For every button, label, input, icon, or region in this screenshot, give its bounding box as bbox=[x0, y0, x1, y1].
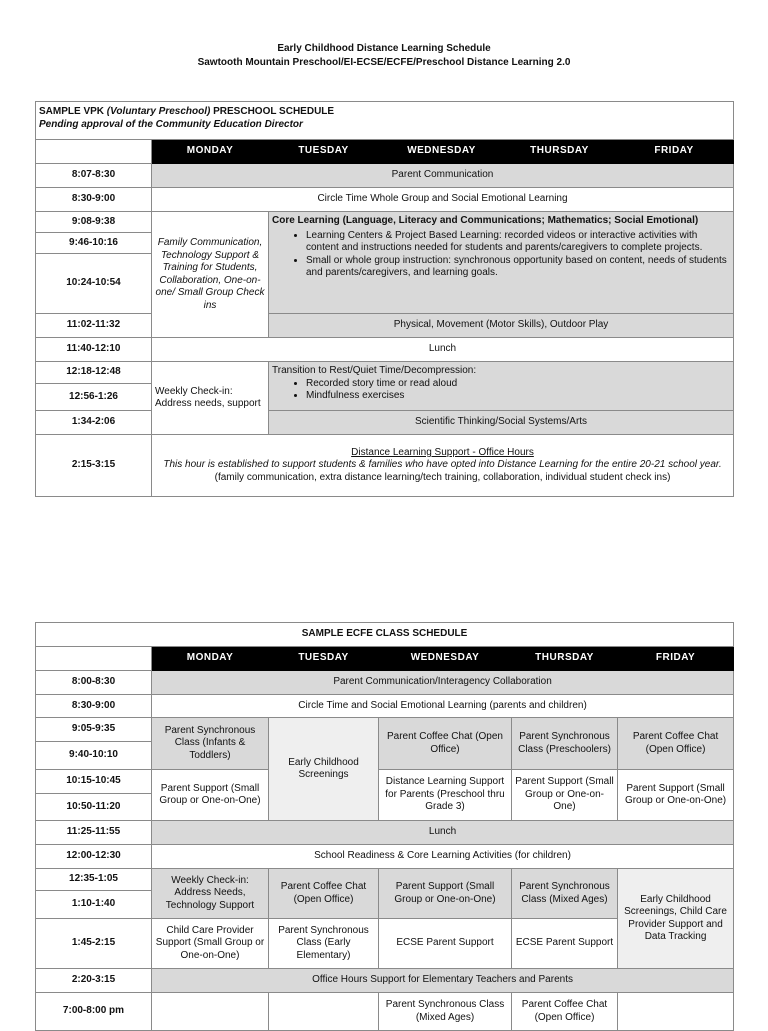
vpk-core-learning bbox=[269, 212, 734, 314]
ecfe-eve-monday bbox=[152, 993, 269, 1031]
ecfe-tue-screenings: Early Childhood Screenings bbox=[269, 718, 379, 821]
ecfe-time-slot: 10:15-10:45 bbox=[36, 770, 152, 794]
ecfe-time-slot: 9:40-10:10 bbox=[36, 742, 152, 770]
vpk-heading bbox=[36, 102, 734, 140]
vpk-office-hours-description: This hour is established to support students & families who have opted into Distance Learning for the entire 20-21 school year. bbox=[163, 459, 722, 471]
ecfe-schedule-table bbox=[35, 622, 734, 1031]
ecfe-thu-ecse-support: ECSE Parent Support bbox=[512, 919, 618, 969]
ecfe-eve-wed-sync: Parent Synchronous Class (Mixed Ages) bbox=[379, 993, 512, 1031]
ecfe-time-slot: 1:10-1:40 bbox=[36, 891, 152, 919]
vpk-day-thursday: THURSDAY bbox=[505, 140, 615, 164]
vpk-circle-time: Circle Time Whole Group and Social Emotional Learning bbox=[152, 188, 734, 212]
vpk-office-hours-title: Distance Learning Support - Office Hours bbox=[351, 446, 534, 458]
vpk-day-wednesday: WEDNESDAY bbox=[379, 140, 505, 164]
vpk-day-tuesday: TUESDAY bbox=[269, 140, 379, 164]
vpk-transition-list bbox=[272, 378, 730, 403]
vpk-time-slot: 11:02-11:32 bbox=[36, 314, 152, 338]
vpk-time-slot: 8:07-8:30 bbox=[36, 164, 152, 188]
vpk-scientific-thinking: Scientific Thinking/Social Systems/Arts bbox=[269, 411, 734, 435]
ecfe-wed-parent-support: Parent Support (Small Group or One-on-One) bbox=[379, 869, 512, 919]
vpk-core-learning-item: • Small or whole group instruction: synchronous opportunity based on content, needs of students and parents/caregivers, and learning goals. bbox=[306, 255, 730, 280]
ecfe-time-slot: 8:00-8:30 bbox=[36, 671, 152, 695]
title-line-2: Sawtooth Mountain Preschool/EI-ECSE/ECFE/Preschool Distance Learning 2.0 bbox=[197, 57, 571, 68]
vpk-heading-prefix: SAMPLE VPK bbox=[39, 106, 107, 117]
ecfe-eve-friday bbox=[618, 993, 734, 1031]
vpk-core-learning-title: Core Learning (Language, Literacy and Communications; Mathematics; Social Emotional) bbox=[272, 215, 699, 226]
vpk-heading-suffix: PRESCHOOL SCHEDULE bbox=[210, 106, 335, 117]
ecfe-parent-communication: Parent Communication/Interagency Collaboration bbox=[152, 671, 734, 695]
vpk-office-hours-note: (family communication, extra distance learning/tech training, collaboration, individual student check ins) bbox=[214, 471, 671, 483]
ecfe-day-monday: MONDAY bbox=[152, 647, 269, 671]
ecfe-time-slot: 1:45-2:15 bbox=[36, 919, 152, 969]
ecfe-day-wednesday: WEDNESDAY bbox=[379, 647, 512, 671]
ecfe-time-slot: 9:05-9:35 bbox=[36, 718, 152, 742]
ecfe-thu-parent-support: Parent Support (Small Group or One-on-One) bbox=[512, 770, 618, 821]
ecfe-time-slot: 12:35-1:05 bbox=[36, 869, 152, 891]
ecfe-thu-sync-mixed: Parent Synchronous Class (Mixed Ages) bbox=[512, 869, 618, 919]
ecfe-corner-cell bbox=[36, 647, 152, 671]
ecfe-day-thursday: THURSDAY bbox=[512, 647, 618, 671]
vpk-transition-item: • Mindfulness exercises bbox=[306, 390, 730, 403]
vpk-transition-title: Transition to Rest/Quiet Time/Decompression: bbox=[272, 365, 477, 376]
vpk-time-slot: 10:24-10:54 bbox=[36, 254, 152, 314]
ecfe-day-friday: FRIDAY bbox=[618, 647, 734, 671]
vpk-parent-communication: Parent Communication bbox=[152, 164, 734, 188]
vpk-time-slot: 12:56-1:26 bbox=[36, 384, 152, 411]
ecfe-day-tuesday: TUESDAY bbox=[269, 647, 379, 671]
ecfe-wed-coffee-chat: Parent Coffee Chat (Open Office) bbox=[379, 718, 512, 770]
ecfe-wed-ecse-support: ECSE Parent Support bbox=[379, 919, 512, 969]
ecfe-wed-distance-learning: Distance Learning Support for Parents (Preschool thru Grade 3) bbox=[379, 770, 512, 821]
vpk-time-slot: 12:18-12:48 bbox=[36, 362, 152, 384]
ecfe-mon-childcare-support: Child Care Provider Support (Small Group or One-on-One) bbox=[152, 919, 269, 969]
ecfe-fri-screenings: Early Childhood Screenings, Child Care Provider Support and Data Tracking bbox=[618, 869, 734, 969]
document-title bbox=[0, 42, 768, 70]
ecfe-time-slot: 2:20-3:15 bbox=[36, 969, 152, 993]
ecfe-thu-sync-class: Parent Synchronous Class (Preschoolers) bbox=[512, 718, 618, 770]
vpk-schedule-table bbox=[35, 101, 734, 497]
ecfe-time-slot: 10:50-11:20 bbox=[36, 794, 152, 821]
ecfe-fri-parent-support: Parent Support (Small Group or One-on-One) bbox=[618, 770, 734, 821]
ecfe-time-slot: 12:00-12:30 bbox=[36, 845, 152, 869]
vpk-time-slot: 9:08-9:38 bbox=[36, 212, 152, 233]
vpk-time-slot: 11:40-12:10 bbox=[36, 338, 152, 362]
ecfe-mon-parent-support: Parent Support (Small Group or One-on-One) bbox=[152, 770, 269, 821]
ecfe-time-slot: 7:00-8:00 pm bbox=[36, 993, 152, 1031]
ecfe-tue-sync-early: Parent Synchronous Class (Early Elementary) bbox=[269, 919, 379, 969]
title-line-1: Early Childhood Distance Learning Schedule bbox=[277, 43, 491, 54]
vpk-subheading: Pending approval of the Community Education Director bbox=[39, 118, 303, 130]
vpk-time-slot: 8:30-9:00 bbox=[36, 188, 152, 212]
vpk-day-friday: FRIDAY bbox=[615, 140, 734, 164]
ecfe-school-readiness: School Readiness & Core Learning Activities (for children) bbox=[152, 845, 734, 869]
ecfe-time-slot: 11:25-11:55 bbox=[36, 821, 152, 845]
ecfe-eve-tuesday bbox=[269, 993, 379, 1031]
vpk-transition bbox=[269, 362, 734, 411]
vpk-heading-italic: (Voluntary Preschool) bbox=[106, 106, 211, 117]
ecfe-lunch: Lunch bbox=[152, 821, 734, 845]
vpk-transition-item: • Recorded story time or read aloud bbox=[306, 378, 730, 391]
vpk-core-learning-list bbox=[272, 230, 730, 280]
vpk-office-hours bbox=[152, 435, 734, 497]
vpk-core-learning-item: • Learning Centers & Project Based Learning: recorded videos or interactive activities with content and instructions needed for students and parents/caregivers to complete projects. bbox=[306, 230, 730, 255]
ecfe-mon-sync-class: Parent Synchronous Class (Infants & Toddlers) bbox=[152, 718, 269, 770]
ecfe-eve-thu-coffee: Parent Coffee Chat (Open Office) bbox=[512, 993, 618, 1031]
ecfe-fri-coffee-chat: Parent Coffee Chat (Open Office) bbox=[618, 718, 734, 770]
vpk-day-monday: MONDAY bbox=[152, 140, 269, 164]
vpk-physical-play: Physical, Movement (Motor Skills), Outdoor Play bbox=[269, 314, 734, 338]
vpk-time-slot: 2:15-3:15 bbox=[36, 435, 152, 497]
vpk-family-communication: Family Communication, Technology Support & Training for Students, Collaboration, One-on-one/ Small Group Check ins bbox=[152, 212, 269, 338]
ecfe-circle-time: Circle Time and Social Emotional Learning (parents and children) bbox=[152, 695, 734, 718]
ecfe-office-hours: Office Hours Support for Elementary Teachers and Parents bbox=[152, 969, 734, 993]
vpk-lunch: Lunch bbox=[152, 338, 734, 362]
vpk-time-slot: 1:34-2:06 bbox=[36, 411, 152, 435]
vpk-weekly-checkin: Weekly Check-in: Address needs, support bbox=[152, 362, 269, 435]
ecfe-time-slot: 8:30-9:00 bbox=[36, 695, 152, 718]
ecfe-heading: SAMPLE ECFE CLASS SCHEDULE bbox=[36, 623, 734, 647]
vpk-time-slot: 9:46-10:16 bbox=[36, 233, 152, 254]
ecfe-mon-weekly-checkin: Weekly Check-in: Address Needs, Technology Support bbox=[152, 869, 269, 919]
ecfe-tue-coffee-chat: Parent Coffee Chat (Open Office) bbox=[269, 869, 379, 919]
vpk-corner-cell bbox=[36, 140, 152, 164]
